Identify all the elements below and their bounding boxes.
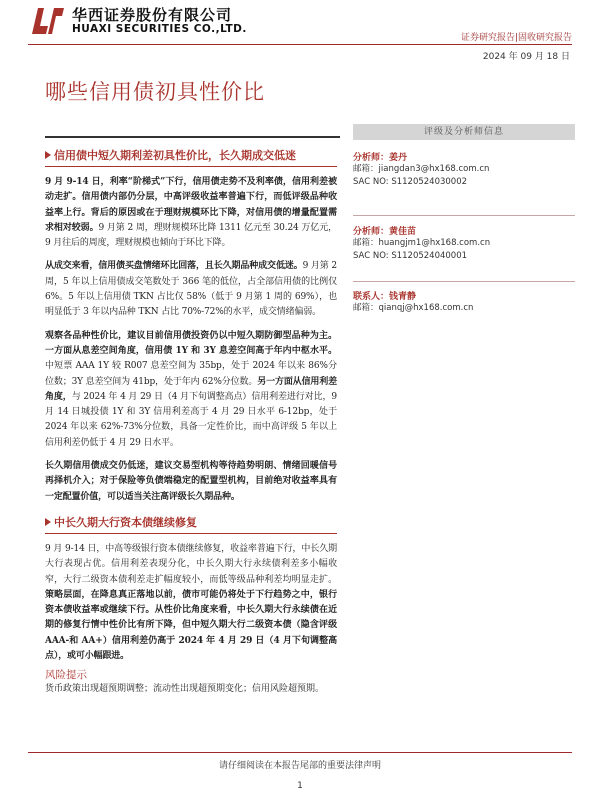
paragraph: [45, 459, 337, 505]
analyst-card: [353, 150, 575, 216]
text-run-bold: 另一方面从信用利差角度，: [45, 376, 337, 402]
analyst-name: 分析师：黄佳苗: [353, 226, 417, 237]
sidebar-heading: 评级及分析师信息: [353, 124, 575, 140]
contact-name: 联系人：钱青静: [353, 292, 417, 302]
text-run-bold: 观察各品种性价比，建议目前信用债投资仍以中短久期防御型品种为主。一方面从息差空间角度，信用债 1Y 和 3Y 息差空间高于年内中枢水平。: [45, 330, 337, 356]
analyst-card: [353, 224, 575, 282]
paragraph: [45, 329, 337, 451]
text-run: 与 2024 年 4 月 29 日（4 月下旬调整高点）信用利差进行对比，9 月 14 日城投债 1Y 和 3Y 信用利差高于 4 月 29 日水平 6-12bp，处于 2024 年以来 62%-73%分位数，具备一定性价比，而中高评级 5 年以上信用利差仍低于 4 月 29 日水平。: [45, 391, 337, 448]
risk-heading: 风险提示: [45, 669, 87, 682]
text-run-bold: 策略层面，在降息真正落地以前，债市可能仍将处于下行趋势之中，银行资本债收益率或继续下行。从性价比角度来看，中长久期大行永续债在近期的修复行情中性价比有所下降，但中短久期大行二级资本债（隐含评级 AAA-和 AA+）信用利差仍高于 2024 年 4 月 29 日（4 月下旬调整高点），或可小幅跟进。: [45, 589, 337, 662]
legal-notice: 请仔细阅读在本报告尾部的重要法律声明: [218, 761, 381, 771]
section-2: [45, 513, 337, 664]
paragraph: [45, 542, 337, 664]
sac-label: SAC NO:: [353, 250, 389, 261]
analyst-email[interactable]: jiangdan3@hx168.com.cn: [378, 164, 490, 174]
huaxi-logo-icon: [30, 6, 66, 36]
analyst-email[interactable]: huangjm1@hx168.com.cn: [378, 237, 491, 248]
contact-email-row: [353, 302, 575, 315]
analyst-name: 分析师：姜丹: [353, 153, 408, 163]
sac-label: SAC NO:: [353, 177, 389, 187]
section-heading: [45, 513, 337, 531]
contact-card: [353, 289, 575, 315]
analyst-divider: [353, 215, 575, 216]
text-run: 9 月 9-14 日，中高等级银行资本债继续修复，收益率普遍下行，中长久期大行表现占优。信用利差表现分化，中长久期大行永续债利差多小幅收窄，大行二级资本债利差走扩幅度较小，而低等级品种利差均明显走扩。: [45, 543, 337, 585]
brand-logo: [30, 4, 290, 38]
main-content: [45, 146, 337, 697]
analyst-sac-row: [353, 176, 575, 189]
text-run-bold: 从成交来看，信用债买盘情绪环比回落，且长久期品种成交低迷。: [45, 261, 303, 272]
analyst-email-row: [353, 163, 575, 176]
text-run: 9 月第 2 周，5 年以上信用债成交笔数处于 366 笔的低位，占全部信用债的比例仅 6%。5 年以上信用债 TKN 占比仅 58%（低于 9 月第 1 周的 69%），也明显低于 3 年以内品种 TKN 占比 70%-72%的水平，成交情绪偏弱。: [45, 261, 337, 318]
paragraph: [45, 259, 337, 320]
analyst-divider: [353, 281, 575, 282]
analyst-sidebar: [353, 124, 575, 315]
analyst-sac-row: [353, 250, 575, 263]
brand-name-en: HUAXI SECURITIES CO.,LTD.: [72, 23, 247, 35]
analyst-sac: S1120524030002: [391, 177, 468, 187]
text-run: 9 月第 2 周，理财规模环比降 1311 亿元至 30.24 万亿元，9 月往后的周度，理财规模也倾向于环比下降。: [45, 222, 337, 249]
paragraph: [45, 175, 337, 251]
section-1: [45, 146, 337, 505]
analyst-sac: S1120524040001: [391, 250, 468, 261]
analyst-email-row: [353, 237, 575, 250]
triangle-bullet-icon: [45, 151, 51, 159]
section-divider: [45, 166, 337, 167]
contact-email[interactable]: qianqj@hx168.com.cn: [378, 303, 474, 313]
text-run: 中短票 AAA 1Y 较 R007 息差空间为 35bp，处于 2024 年以来 86%分位数；3Y 息差空间为 41bp，处于年内 62%分位数。: [45, 361, 337, 387]
text-run-bold: 9 月 9-14 日，利率“阶梯式”下行，信用债走势不及利率债，信用利差被动走扩。信用债内部仍分层，中高评级收益率普遍下行，而低评级品种收益率上行。背后的原因或在于理财规模环比下降，对信用债的增量配置需求相对较弱。: [45, 177, 337, 233]
section-heading-text: 中长久期大行资本债继续修复: [54, 515, 197, 529]
title-divider: [45, 136, 340, 138]
triangle-bullet-icon: [45, 518, 51, 526]
report-date: 2024 年 09 月 18 日: [482, 52, 570, 62]
brand-name-cn: 华西证券股份有限公司: [72, 6, 233, 24]
section-heading-text: 信用债中短久期利差初具性价比，长久期成交低迷: [54, 149, 296, 162]
section-divider: [45, 533, 337, 534]
email-label: 邮箱：: [353, 164, 379, 174]
report-type: 证券研究报告|固收研究报告: [460, 33, 572, 43]
section-heading: [45, 146, 337, 164]
footer-divider: [28, 752, 572, 753]
page-number: 1: [297, 781, 303, 791]
email-label: 邮箱：: [353, 237, 379, 248]
header-divider: [28, 44, 572, 45]
email-label: 邮箱：: [353, 303, 379, 313]
text-run-bold: 长久期信用债成交仍低迷，建议交易型机构等待趋势明朗、情绪回暖信号再择机介入；对于保险等负债端稳定的配置型机构，目前绝对收益率具有一定配置价值，可以适当关注高评级长久期品种。: [45, 461, 337, 502]
risk-text: 货币政策出现超预期调整；流动性出现超预期变化；信用风险超预期。: [45, 684, 325, 695]
page-title: 哪些信用债初具性价比: [45, 80, 265, 104]
